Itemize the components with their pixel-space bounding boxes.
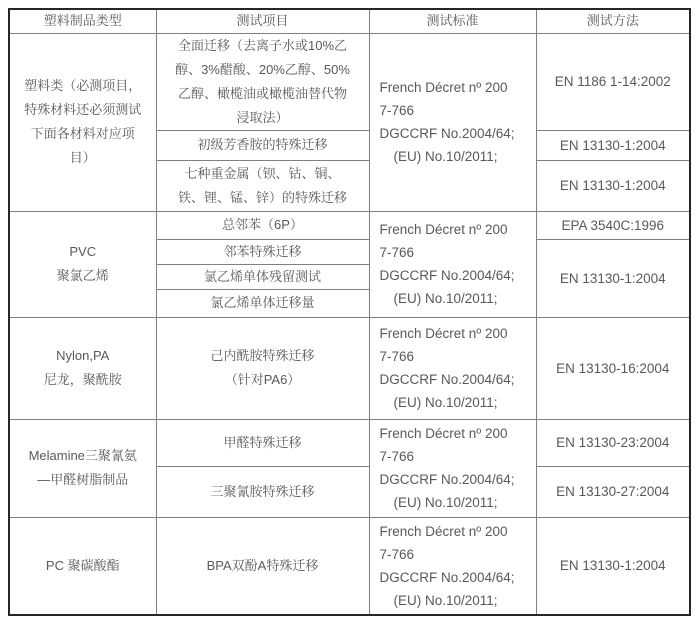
table-row — [9, 317, 690, 419]
test-standard-cell: French Décret nº 200 7-766 DGCCRF No.2004/64; (EU) No.10/2011; — [369, 419, 536, 517]
test-method-cell: EN 13130-1:2004 — [536, 160, 690, 211]
test-method-cell: EN 1186 1-14:2002 — [536, 33, 690, 130]
header-test-standard: 测试标准 — [369, 9, 536, 33]
header-test-item: 测试项目 — [156, 9, 369, 33]
test-item-cell: 甲醛特殊迁移 — [156, 419, 369, 466]
test-spec-table — [8, 8, 691, 616]
test-method-cell: EN 13130-1:2004 — [536, 130, 690, 160]
test-method-cell: EN 13130-16:2004 — [536, 317, 690, 419]
product-type-cell: 塑料类（必测项目， 特殊材料还必须测试 下面各材料对应项 目） — [9, 33, 156, 211]
product-type-cell: PC 聚碳酸酯 — [9, 517, 156, 615]
table-row — [9, 419, 690, 466]
test-item-cell: 邻苯特殊迁移 — [156, 239, 369, 264]
test-method-cell: EN 13130-1:2004 — [536, 239, 690, 317]
test-method-cell: EN 13130-27:2004 — [536, 466, 690, 517]
test-standard-cell: French Décret nº 200 7-766 DGCCRF No.2004/64; (EU) No.10/2011; — [369, 517, 536, 615]
test-standard-cell: French Décret nº 200 7-766 DGCCRF No.2004/64; (EU) No.10/2011; — [369, 317, 536, 419]
test-standard-cell: French Décret nº 200 7-766 DGCCRF No.2004/64; (EU) No.10/2011; — [369, 211, 536, 317]
test-method-cell: EN 13130-23:2004 — [536, 419, 690, 466]
table-row — [9, 211, 690, 239]
header-test-method: 测试方法 — [536, 9, 690, 33]
test-item-cell: 全面迁移（去离子水或10%乙 醇、3%醋酸、20%乙醇、50% 乙醇、橄榄油或橄榄油替代物 浸取法） — [156, 33, 369, 130]
test-item-cell: BPA双酚A特殊迁移 — [156, 517, 369, 615]
test-method-cell: EN 13130-1:2004 — [536, 517, 690, 615]
test-item-cell: 氯乙烯单体残留测试 — [156, 264, 369, 289]
test-item-cell: 氯乙烯单体迁移量 — [156, 289, 369, 317]
table-header-row — [9, 9, 690, 33]
test-item-cell: 初级芳香胺的特殊迁移 — [156, 130, 369, 160]
table-row — [9, 33, 690, 130]
test-item-cell: 三聚氰胺特殊迁移 — [156, 466, 369, 517]
product-type-cell: PVC 聚氯乙烯 — [9, 211, 156, 317]
test-method-cell: EPA 3540C:1996 — [536, 211, 690, 239]
product-type-cell: Melamine三聚氰氨 —甲醛树脂制品 — [9, 419, 156, 517]
header-product-type: 塑料制品类型 — [9, 9, 156, 33]
table-row — [9, 517, 690, 615]
test-standard-cell: French Décret nº 200 7-766 DGCCRF No.2004/64; (EU) No.10/2011; — [369, 33, 536, 211]
test-item-cell: 总邻苯（6P） — [156, 211, 369, 239]
test-item-cell: 己内酰胺特殊迁移 （针对PA6） — [156, 317, 369, 419]
product-type-cell: Nylon,PA 尼龙，聚酰胺 — [9, 317, 156, 419]
test-item-cell: 七种重金属（钡、钴、铜、 铁、锂、锰、锌）的特殊迁移 — [156, 160, 369, 211]
